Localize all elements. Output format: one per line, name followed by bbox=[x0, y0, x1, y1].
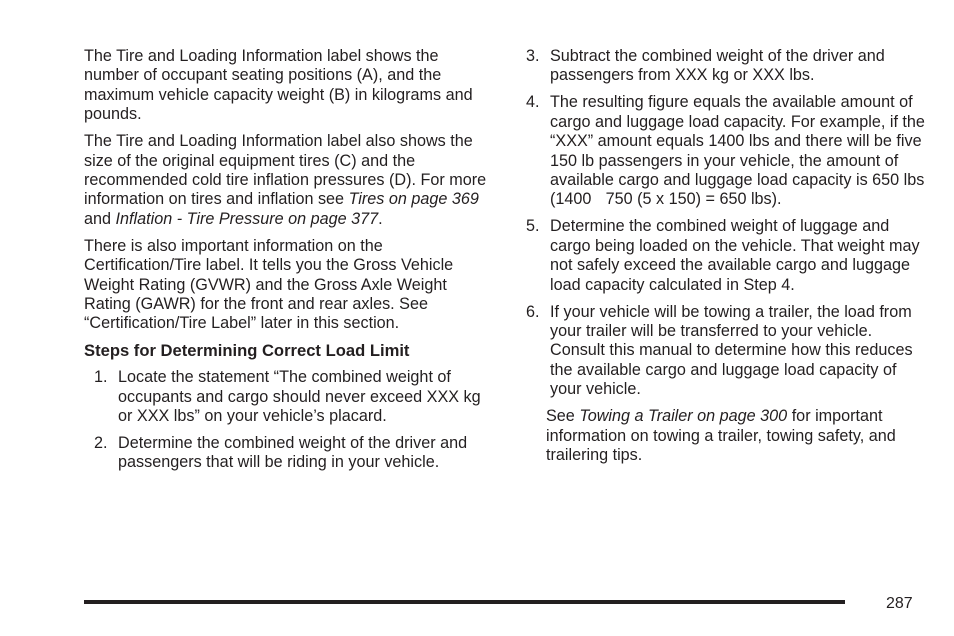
section-heading: Steps for Determining Correct Load Limit bbox=[84, 341, 410, 361]
paragraph-tire-size bbox=[84, 132, 494, 229]
see-text: for important information on towing a trailer, towing safety, and trailering tips. bbox=[546, 407, 896, 465]
link-tires-page[interactable]: Tires on page 369 bbox=[348, 190, 479, 209]
step-text: Locate the statement “The combined weight of occupants and cargo should never exceed XXX kg or XXX lbs” on your vehicle’s placard. bbox=[118, 368, 481, 426]
step-text: Determine the combined weight of luggage and cargo being loaded on the vehicle. That weight may not safely exceed the available cargo and luggage load capacity calculated in Step 4. bbox=[550, 217, 920, 294]
step-number: 2. bbox=[94, 434, 108, 453]
page-number: 287 bbox=[886, 595, 913, 612]
step-item-6 bbox=[526, 303, 926, 400]
period: . bbox=[378, 209, 383, 228]
link-inflation-page[interactable]: Inflation - Tire Pressure on page 377 bbox=[115, 209, 379, 228]
step-number: 3. bbox=[526, 47, 540, 65]
see-prefix: See bbox=[546, 407, 575, 426]
step-item-2 bbox=[84, 434, 494, 473]
step-text: The resulting figure equals the available amount of cargo and luggage load capacity. For example, if the “XXX” amount equals 1400 lbs and there will be five 150 lb passengers in your vehicle, the amount of available cargo and luggage load capacity is 650 lbs (1400 750 (5 x 150) = 650 lbs). bbox=[550, 93, 925, 209]
step-item-4 bbox=[526, 93, 926, 209]
left-column bbox=[84, 47, 494, 480]
link-towing-page[interactable]: Towing a Trailer on page 300 bbox=[579, 407, 788, 426]
conjunction-and: and bbox=[84, 209, 112, 228]
step-text: Determine the combined weight of the driver and passengers that will be riding in your vehicle. bbox=[118, 434, 468, 472]
step-item-3 bbox=[526, 47, 926, 86]
step-number: 4. bbox=[526, 93, 540, 112]
footer-rule bbox=[84, 600, 845, 604]
paragraph-label-info: The Tire and Loading Information label shows the number of occupant seating positions (A), and the maximum vehicle capacity weight (B) in kilograms and pounds. bbox=[84, 47, 473, 124]
step-item-5 bbox=[526, 217, 926, 295]
paragraph-certification: There is also important information on the Certification/Tire label. It tells you the Gross Vehicle Weight Rating (GVWR) and the Gross Axle Weight Rating (GAWR) for the front and rear axles. See “Certification/Tire Label” later in this section. bbox=[84, 236, 454, 333]
paragraph-tire-size-text: The Tire and Loading Information label also shows the size of the original equipment tires (C) and the recommended cold tire inflation pressures (D). For more information on tires and inflation see bbox=[84, 132, 487, 209]
step-text: If your vehicle will be towing a trailer, the load from your trailer will be transferred to your vehicle. Consult this manual to determine how this reduces the available cargo and luggage load capacity of your vehicle. bbox=[550, 302, 913, 399]
step-number: 1. bbox=[94, 368, 108, 387]
step-item-1 bbox=[84, 368, 494, 426]
right-column bbox=[526, 47, 926, 466]
see-also-paragraph bbox=[526, 407, 926, 465]
step-number: 6. bbox=[526, 302, 540, 321]
step-text: Subtract the combined weight of the driver and passengers from XXX kg or XXX lbs. bbox=[550, 47, 885, 85]
step-number: 5. bbox=[526, 217, 540, 236]
